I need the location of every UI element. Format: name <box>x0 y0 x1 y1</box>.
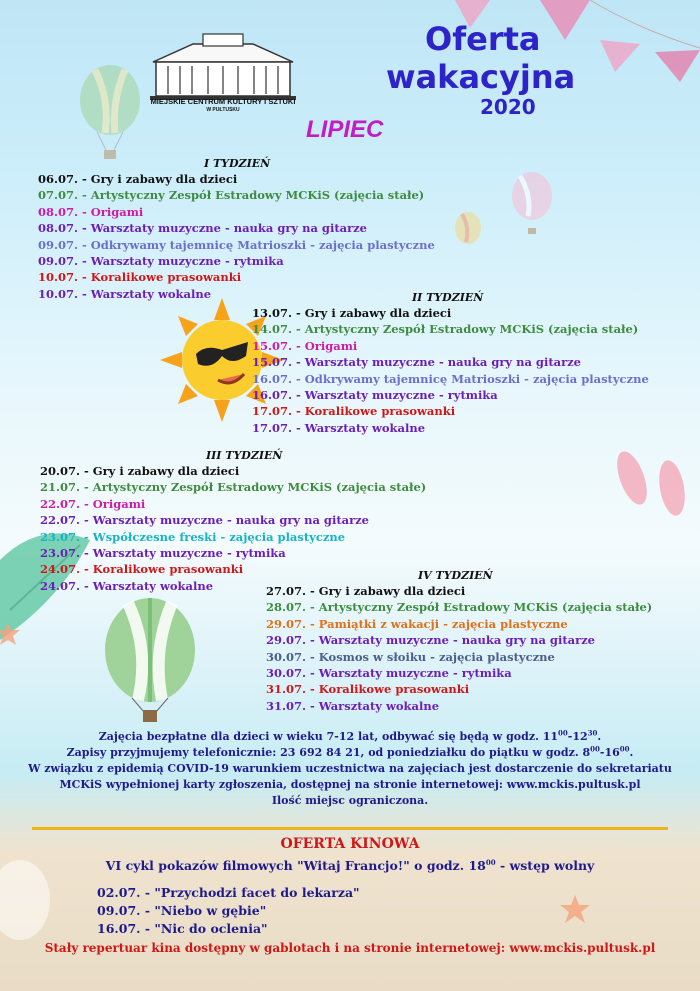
schedule-item: 06.07. - Gry i zabawy dla dzieci <box>38 172 238 186</box>
schedule-item: 23.07. - Współczesne freski - zajęcia plastyczne <box>40 529 346 544</box>
schedule-item: 29.07. - Warsztaty muzyczne - nauka gry na gitarze <box>266 633 595 648</box>
schedule-item: 22.07. - Origami <box>40 496 146 511</box>
schedule-item: 08.07. - Warsztaty muzyczne - nauka gry na gitarze <box>38 221 367 236</box>
schedule-item: 30.07. - Kosmos w słoiku - zajęcia plastyczne <box>266 649 555 664</box>
schedule-item: 15.07. - Origami <box>252 338 358 353</box>
week-title: IV TYDZIEŃ <box>418 569 493 582</box>
schedule-item: 14.07. - Artystyczny Zespół Estradowy MCKiS (zajęcia stałe) <box>252 322 639 337</box>
schedule-item: 30.07. - Warsztaty muzyczne - rytmika <box>266 665 512 680</box>
schedule-item: 17.07. - Koralikowe prasowanki <box>252 404 456 419</box>
week-title: III TYDZIEŃ <box>206 449 283 462</box>
film-item: 16.07. - "Nic do oclenia" <box>97 921 268 936</box>
hot-air-balloon-large-icon <box>105 598 195 722</box>
schedule-item: 13.07. - Gry i zabawy dla dzieci <box>252 306 452 320</box>
schedule-item: 08.07. - Origami <box>38 204 144 219</box>
title-line-1: Oferta <box>425 20 541 58</box>
hot-air-balloon-small-icon <box>80 65 140 159</box>
flip-flops-icon <box>611 448 689 518</box>
film-list <box>97 884 360 938</box>
divider <box>32 827 668 830</box>
cinema-subtitle: VI cykl pokazów filmowych "Witaj Francjo!" o godz. $18^{00}$ - wstęp wolny <box>105 857 595 873</box>
title-year: 2020 <box>480 95 536 119</box>
schedule-item: 07.07. - Artystyczny Zespół Estradowy MCKiS (zajęcia stałe) <box>38 188 425 203</box>
info-phone: Zapisy przyjmujemy telefonicznie: 23 692 84 21, od poniedziałku do piątku w godz. $8^{00}-16^{00}$. <box>66 744 634 759</box>
week-title: I TYDZIEŃ <box>204 157 271 170</box>
cinema-footer: Stały repertuar kina dostępny w gablotach i na stronie internetowej: www.mckis.pultusk.pl <box>44 941 656 955</box>
week-2-list <box>252 305 649 436</box>
schedule-item: 20.07. - Gry i zabawy dla dzieci <box>40 464 240 478</box>
cinema-title: OFERTA KINOWA <box>280 836 420 852</box>
info-covid: W związku z epidemią COVID-19 warunkiem uczestnictwa na zajęciach jest dostarczenie do sekretariatu <box>28 762 672 775</box>
info-website: MCKiS wypełnionej karty zgłoszenia, dostępnej na stronie internetowej: www.mckis.pultusk.pl <box>59 778 641 791</box>
info-limited: Ilość miejsc ograniczona. <box>271 794 429 807</box>
film-item: 09.07. - "Niebo w gębie" <box>97 903 267 918</box>
schedule-item: 28.07. - Artystyczny Zespół Estradowy MCKiS (zajęcia stałe) <box>266 600 653 615</box>
title-line-2: wakacyjna <box>386 58 576 96</box>
schedule-item: 16.07. - Odkrywamy tajemnicę Matrioszki - zajęcia plastyczne <box>252 371 649 386</box>
schedule-item: 27.07. - Gry i zabawy dla dzieci <box>266 584 466 598</box>
schedule-item: 24.07. - Warsztaty wokalne <box>40 578 214 593</box>
hot-air-balloon-right-icon <box>455 172 552 244</box>
info-hours: Zajęcia bezpłatne dla dzieci w wieku 7-12 lat, odbywać się będą w godz. $11^{00}-12^{30}$. <box>98 728 602 743</box>
schedule-item: 29.07. - Pamiątki z wakacji - zajęcia plastyczne <box>266 616 568 631</box>
schedule-item: 22.07. - Warsztaty muzyczne - nauka gry na gitarze <box>40 513 369 528</box>
schedule-item: 15.07. - Warsztaty muzyczne - nauka gry na gitarze <box>252 355 581 370</box>
schedule-item: 10.07. - Koralikowe prasowanki <box>38 270 242 285</box>
schedule-item: 16.07. - Warsztaty muzyczne - rytmika <box>252 387 498 402</box>
schedule-item: 17.07. - Warsztaty wokalne <box>252 420 426 435</box>
schedule-item: 09.07. - Odkrywamy tajemnicę Matrioszki - zajęcia plastyczne <box>38 237 435 252</box>
month-title: LIPIEC <box>306 116 384 143</box>
schedule-item: 21.07. - Artystyczny Zespół Estradowy MCKiS (zajęcia stałe) <box>40 480 427 495</box>
info-block <box>0 729 700 809</box>
logo-name: MIEJSKIE CENTRUM KULTURY I SZTUKI <box>150 97 296 106</box>
schedule-item: 31.07. - Koralikowe prasowanki <box>266 682 470 697</box>
schedule-item: 10.07. - Warsztaty wokalne <box>38 286 212 301</box>
logo-location: W PUŁTUSKU <box>206 107 240 113</box>
schedule-item: 23.07. - Warsztaty muzyczne - rytmika <box>40 545 286 560</box>
week-title: II TYDZIEŃ <box>412 291 484 304</box>
week-1-list <box>38 171 435 302</box>
schedule-item: 09.07. - Warsztaty muzyczne - rytmika <box>38 253 284 268</box>
schedule-item: 31.07. - Warsztaty wokalne <box>266 698 440 713</box>
film-item: 02.07. - "Przychodzi facet do lekarza" <box>97 885 360 900</box>
week-3-list <box>40 463 426 594</box>
schedule-item: 24.07. - Koralikowe prasowanki <box>40 562 244 577</box>
week-4-list <box>266 583 652 714</box>
